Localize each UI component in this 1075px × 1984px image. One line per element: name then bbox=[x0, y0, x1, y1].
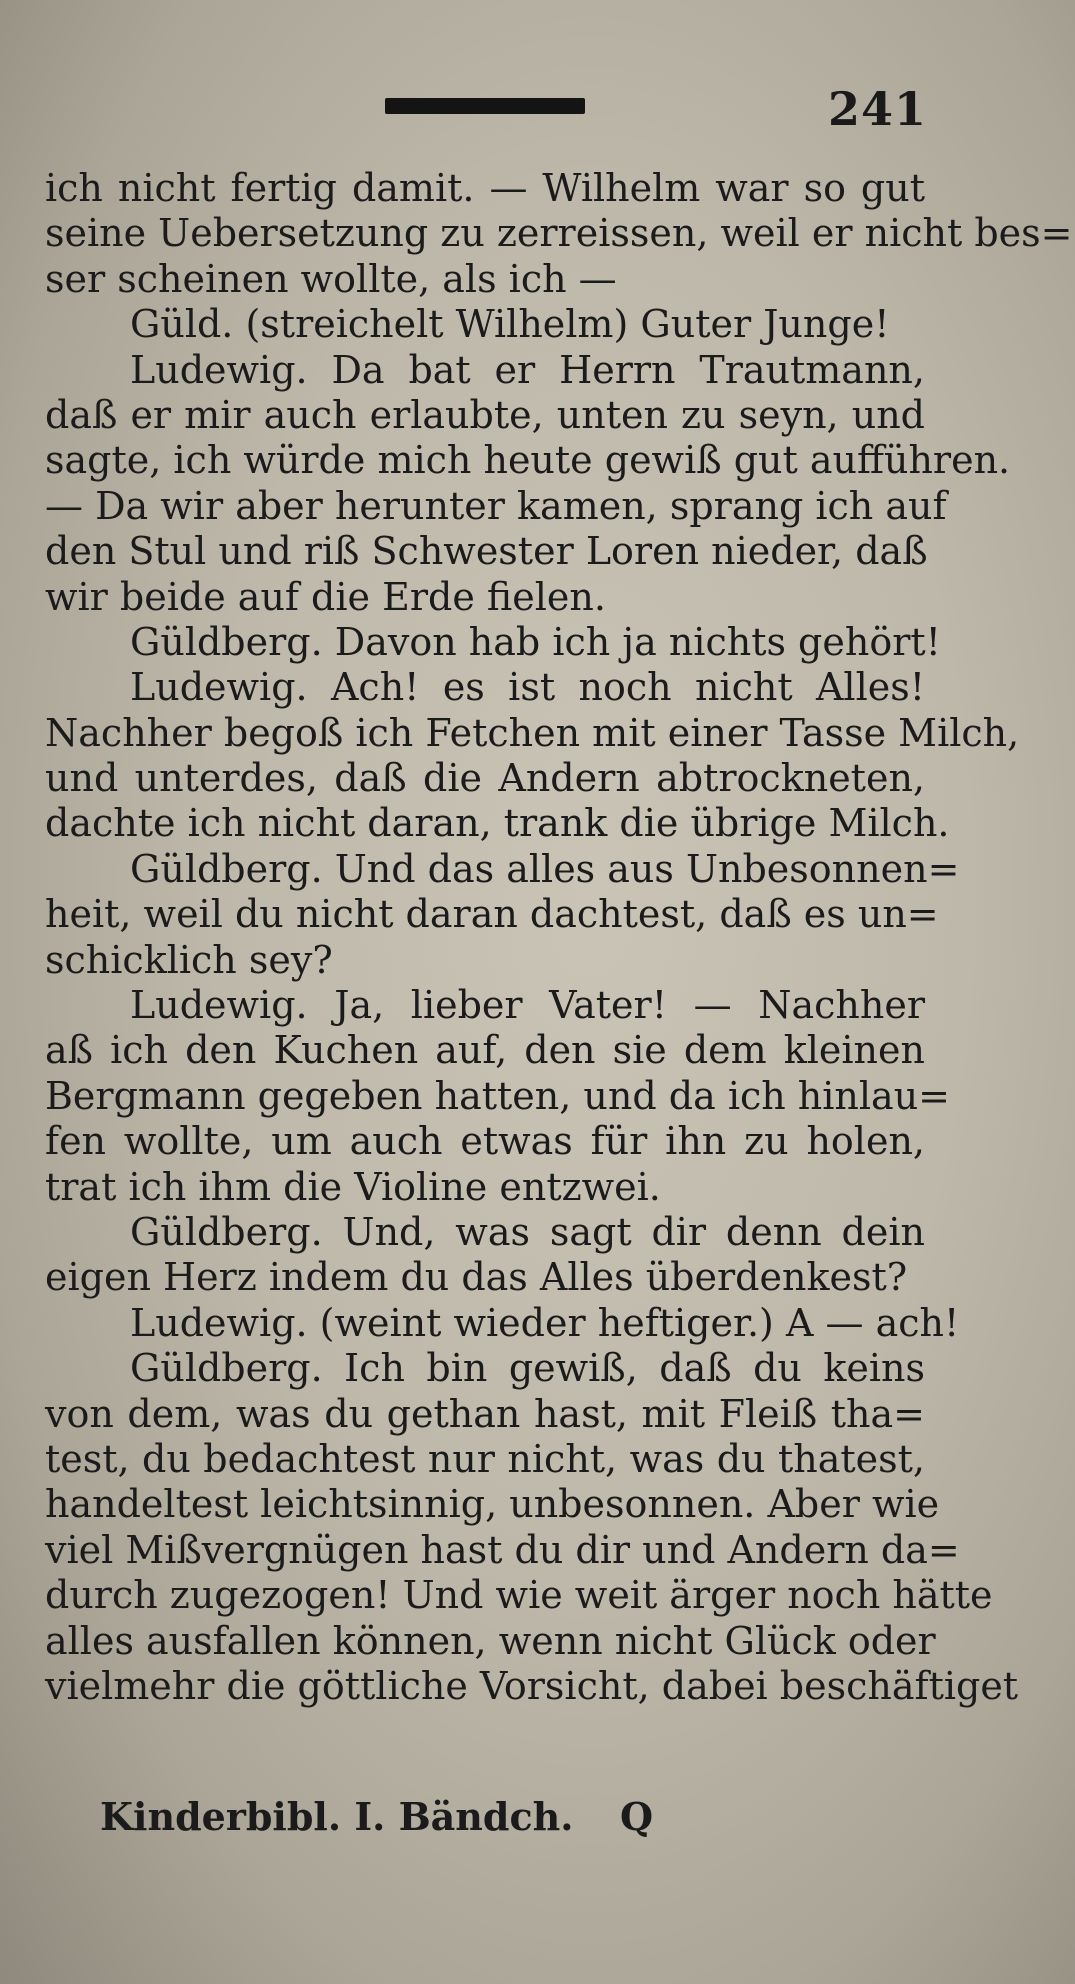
text-line: — Da wir aber herunter kamen, sprang ich auf bbox=[45, 483, 947, 528]
text-line: schicklich sey? bbox=[45, 937, 333, 982]
text-line: fen wollte, um auch etwas für ihn zu holen, bbox=[45, 1119, 925, 1164]
text-line: Ludewig. (weint wieder heftiger.) A — ach! bbox=[130, 1300, 960, 1345]
text-line: von dem, was du gethan hast, mit Fleiß tha= bbox=[45, 1391, 925, 1436]
text-line: Ludewig. Ach! es ist noch nicht Alles! bbox=[130, 665, 925, 710]
text-line: trat ich ihm die Violine entzwei. bbox=[45, 1164, 661, 1209]
text-line: test, du bedachtest nur nicht, was du thatest, bbox=[45, 1436, 925, 1481]
text-line: Nachher begoß ich Fetchen mit einer Tasse Milch, bbox=[45, 710, 1020, 755]
footer-title: Kinderbibl. I. Bändch. bbox=[100, 1794, 574, 1839]
text-line: Güld. (streichelt Wilhelm) Guter Junge! bbox=[130, 302, 890, 347]
page-footer bbox=[100, 1794, 920, 1844]
text-line: ser scheinen wollte, als ich — bbox=[45, 256, 617, 301]
text-line: Bergmann gegeben hatten, und da ich hinlau= bbox=[45, 1073, 951, 1118]
body-text bbox=[45, 166, 1073, 1709]
text-line: ich nicht fertig damit. — Wilhelm war so gut bbox=[45, 166, 925, 210]
header-rule bbox=[385, 98, 585, 114]
text-line: Güldberg. Und das alles aus Unbesonnen= bbox=[130, 846, 960, 891]
text-line: Ludewig. Da bat er Herrn Trautmann, bbox=[130, 347, 925, 392]
text-line: alles ausfallen können, wenn nicht Glück oder bbox=[45, 1618, 936, 1663]
text-line: handeltest leichtsinnig, unbesonnen. Aber wie bbox=[45, 1482, 940, 1527]
text-line: durch zugezogen! Und wie weit ärger noch hätte bbox=[45, 1573, 993, 1618]
text-line: Güldberg. Ich bin gewiß, daß du keins bbox=[130, 1346, 925, 1391]
text-line: dachte ich nicht daran, trank die übrige Milch. bbox=[45, 801, 950, 846]
text-line: Güldberg. Davon hab ich ja nichts gehört! bbox=[130, 619, 941, 664]
text-line: Güldberg. Und, was sagt dir denn dein bbox=[130, 1209, 925, 1254]
text-line: und unterdes, daß die Andern abtrockneten, bbox=[45, 756, 925, 801]
signature-mark: Q bbox=[620, 1794, 654, 1839]
text-line: seine Uebersetzung zu zerreissen, weil er nicht bes= bbox=[45, 211, 1073, 256]
text-line: viel Mißvergnügen hast du dir und Andern da= bbox=[45, 1527, 960, 1572]
text-line: daß er mir auch erlaubte, unten zu seyn, und bbox=[45, 392, 925, 437]
text-line: sagte, ich würde mich heute gewiß gut aufführen. bbox=[45, 438, 1011, 483]
page-number: 241 bbox=[828, 82, 928, 136]
text-line: heit, weil du nicht daran dachtest, daß es un= bbox=[45, 892, 939, 937]
text-line: aß ich den Kuchen auf, den sie dem kleinen bbox=[45, 1028, 925, 1073]
text-line: vielmehr die göttliche Vorsicht, dabei beschäftiget bbox=[45, 1663, 1019, 1708]
text-line: den Stul und riß Schwester Loren nieder, daß bbox=[45, 529, 928, 574]
text-line: eigen Herz indem du das Alles überdenkest? bbox=[45, 1255, 908, 1300]
text-line: Ludewig. Ja, lieber Vater! — Nachher bbox=[130, 983, 925, 1028]
text-line: wir beide auf die Erde fielen. bbox=[45, 574, 606, 619]
